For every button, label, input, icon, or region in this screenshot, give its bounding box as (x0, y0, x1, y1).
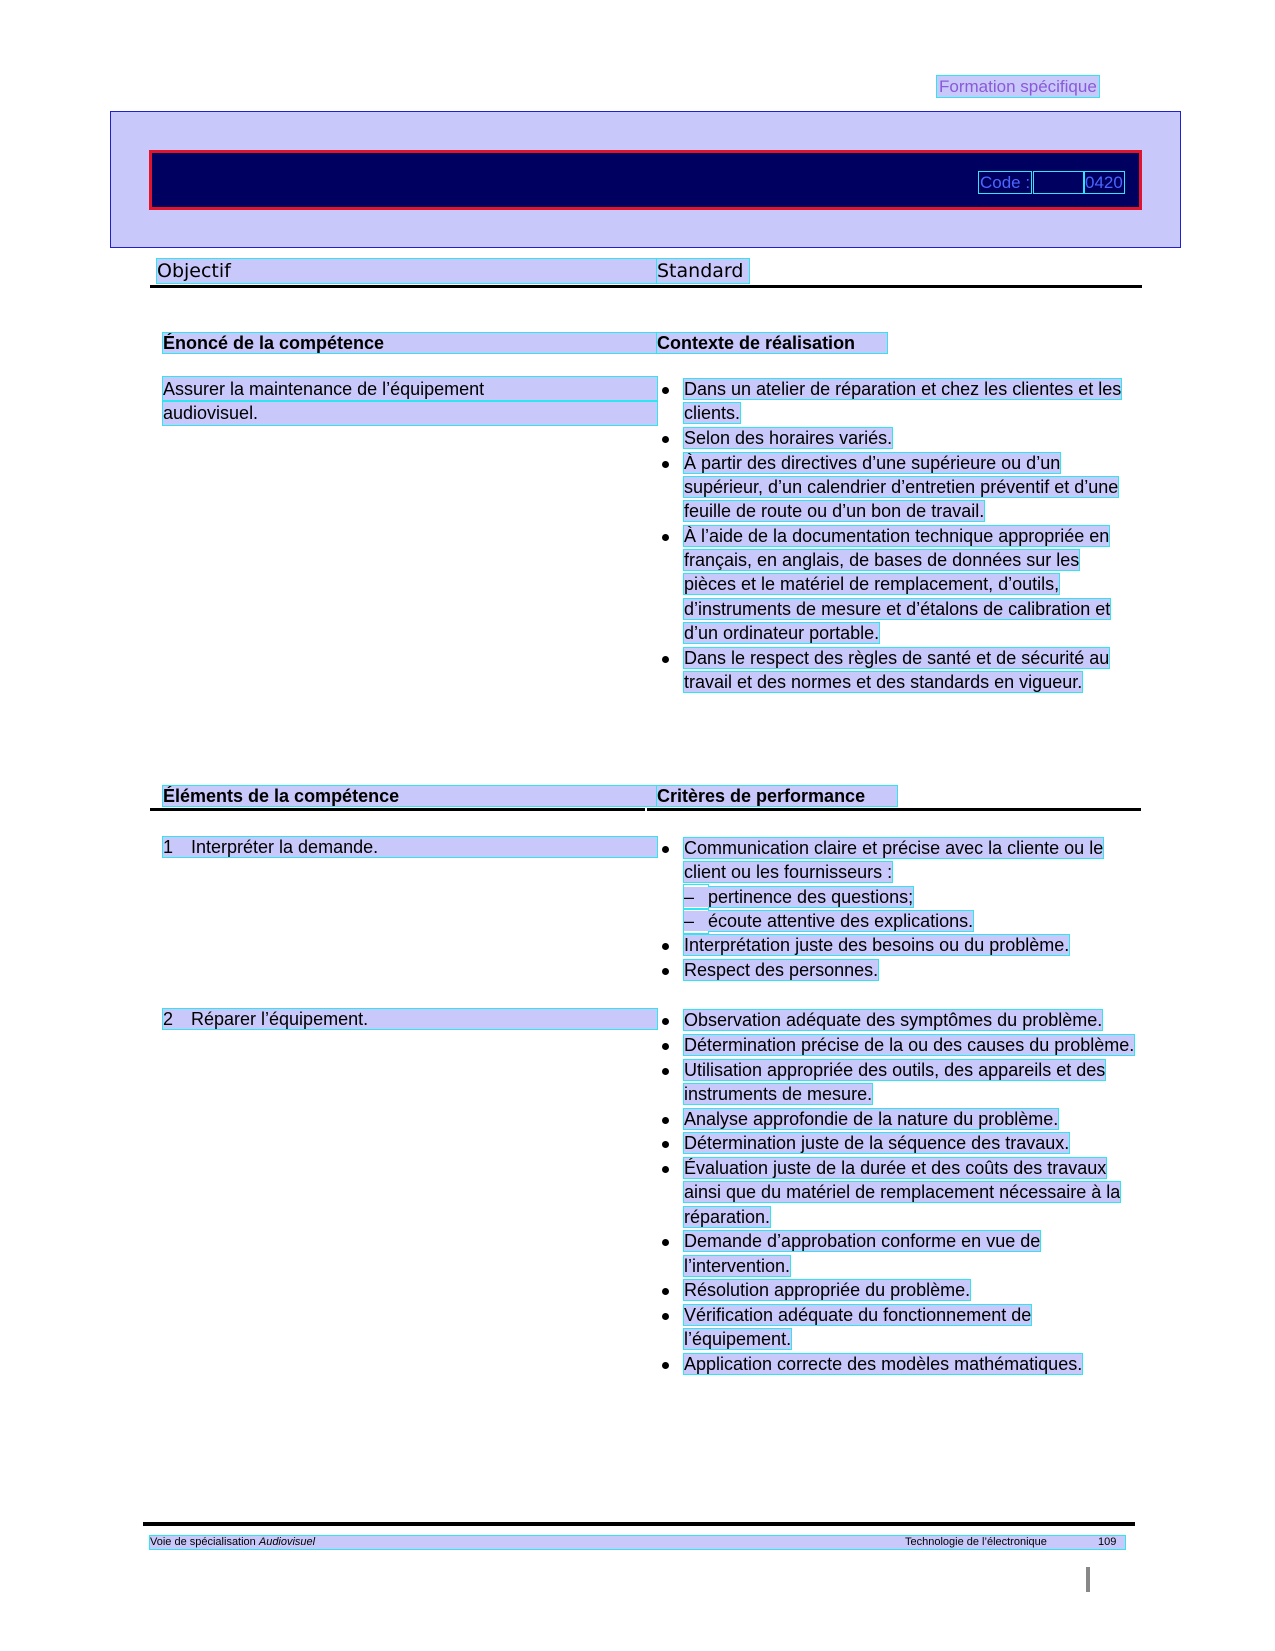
bullet-icon (662, 1117, 669, 1124)
element-number: 1 (163, 837, 174, 857)
code-label: Code : (980, 173, 1031, 192)
list-item (660, 1352, 1135, 1376)
bullet-icon (662, 461, 669, 468)
bullet-icon (662, 968, 669, 975)
list-item (660, 426, 1130, 450)
list-item (660, 1278, 1135, 1302)
list-item (660, 933, 1135, 957)
footer-left-program: Audiovisuel (258, 1536, 316, 1548)
column-heading-objectif: Objectif (157, 259, 657, 283)
sub-item-text: pertinence des questions; (708, 887, 914, 907)
enonce-heading: Énoncé de la compétence (163, 333, 657, 353)
bullet-icon (662, 387, 669, 394)
dash-icon: – (684, 911, 695, 932)
sub-item (660, 909, 1135, 933)
list-item (660, 646, 1130, 694)
bullet-icon (662, 1362, 669, 1369)
footer-left-prefix: Voie de spécialisation (150, 1536, 259, 1548)
list-item (660, 836, 1135, 884)
list-item (660, 958, 1135, 982)
column-heading-standard: Standard (657, 259, 749, 283)
bullet-icon (662, 1313, 669, 1320)
code-value: 0420 (1085, 173, 1123, 192)
section-label: Formation spécifique (939, 77, 1097, 96)
divider (150, 808, 645, 811)
element-item (163, 1009, 657, 1029)
list-item-text: Résolution appropriée du problème. (684, 1280, 971, 1301)
bullet-icon (662, 1288, 669, 1295)
bullet-icon (662, 943, 669, 950)
list-item-text: Observation adéquate des symptômes du problème. (684, 1010, 1103, 1030)
list-item-text: À l’aide de la documentation technique appropriée en français, en anglais, de bases de données sur les pièces et le matériel de remplacement, d’outils, d’instruments de mesure et d’étalons de calibration et d’un ordinateur portable. (684, 526, 1111, 643)
enonce-text (163, 377, 657, 425)
bullet-icon (662, 846, 669, 853)
list-item-text: Vérification adéquate du fonctionnement de l’équipement. (684, 1305, 1032, 1350)
criteria-bullets (660, 933, 1135, 982)
list-item-text: Communication claire et précise avec la cliente ou le client ou les fournisseurs : (684, 838, 1104, 883)
margin-mark (1086, 1567, 1090, 1592)
element-label: Interpréter la demande. (191, 837, 379, 857)
list-item (660, 1131, 1135, 1155)
criteres-heading: Critères de performance (657, 786, 897, 806)
list-item-text: Analyse approfondie de la nature du problème. (684, 1108, 1059, 1129)
divider (150, 285, 1142, 288)
enonce-line: Assurer la maintenance de l’équipement (163, 377, 657, 401)
bullet-icon (662, 1043, 669, 1050)
list-item-text: Selon des horaires variés. (684, 428, 893, 448)
list-item-text: Utilisation appropriée des outils, des appareils et des instruments de mesure. (684, 1059, 1106, 1104)
element-item (163, 837, 657, 857)
list-item (660, 1058, 1135, 1106)
list-item-text: Application correcte des modèles mathématiques. (684, 1354, 1083, 1375)
divider (647, 808, 1141, 811)
page-number: 109 (1098, 1536, 1117, 1548)
bullet-icon (662, 534, 669, 541)
bullet-icon (662, 656, 669, 663)
list-item-text: Évaluation juste de la durée et des coûts des travaux ainsi que du matériel de remplacement nécessaire à la réparation. (684, 1158, 1121, 1227)
list-item (660, 1033, 1135, 1057)
list-item-text: Respect des personnes. (684, 960, 879, 981)
footer-rule (143, 1522, 1135, 1526)
element-number: 2 (163, 1009, 174, 1029)
sub-item (660, 885, 1135, 909)
contexte-list (660, 377, 1130, 695)
bullet-icon (662, 1239, 669, 1246)
elements-heading: Éléments de la compétence (163, 786, 657, 806)
criteria-list (660, 836, 1135, 983)
list-item-text: Détermination juste de la séquence des travaux. (684, 1133, 1070, 1154)
list-item-text: À partir des directives d’une supérieure ou d’un supérieur, d’un calendrier d’entretien préventif et d’une feuille de route ou d’un bon de travail. (684, 452, 1119, 522)
code-field-gap (1034, 172, 1084, 193)
list-item (660, 451, 1130, 524)
dash-icon: – (684, 887, 695, 907)
list-item (660, 1156, 1135, 1229)
list-item (660, 1008, 1135, 1032)
list-item-text: Dans un atelier de réparation et chez les clientes et les clients. (684, 379, 1122, 424)
bullet-icon (662, 1141, 669, 1148)
list-item (660, 1229, 1135, 1277)
bullet-icon (662, 1018, 669, 1025)
list-item (660, 524, 1130, 645)
contexte-heading: Contexte de réalisation (657, 333, 887, 353)
list-item (660, 377, 1130, 425)
bullet-icon (662, 436, 669, 443)
bullet-icon (662, 1166, 669, 1173)
element-label: Réparer l’équipement. (191, 1009, 369, 1029)
enonce-line: audiovisuel. (163, 401, 657, 425)
sub-item-text: écoute attentive des explications. (708, 911, 974, 932)
bullet-icon (662, 1068, 669, 1075)
footer-right: Technologie de l’électronique (905, 1536, 1047, 1548)
footer-left (150, 1536, 315, 1549)
criteria-bullets (660, 836, 1135, 884)
criteria-list (660, 1008, 1135, 1377)
list-item-text: Demande d’approbation conforme en vue de l’intervention. (684, 1231, 1041, 1276)
list-item-text: Détermination précise de la ou des causes du problème. (684, 1034, 1135, 1055)
list-item-text: Interprétation juste des besoins ou du problème. (684, 935, 1070, 956)
list-item (660, 1303, 1135, 1351)
list-item (660, 1107, 1135, 1131)
list-item-text: Dans le respect des règles de santé et de sécurité au travail et des normes et des standards en vigueur. (684, 647, 1110, 692)
